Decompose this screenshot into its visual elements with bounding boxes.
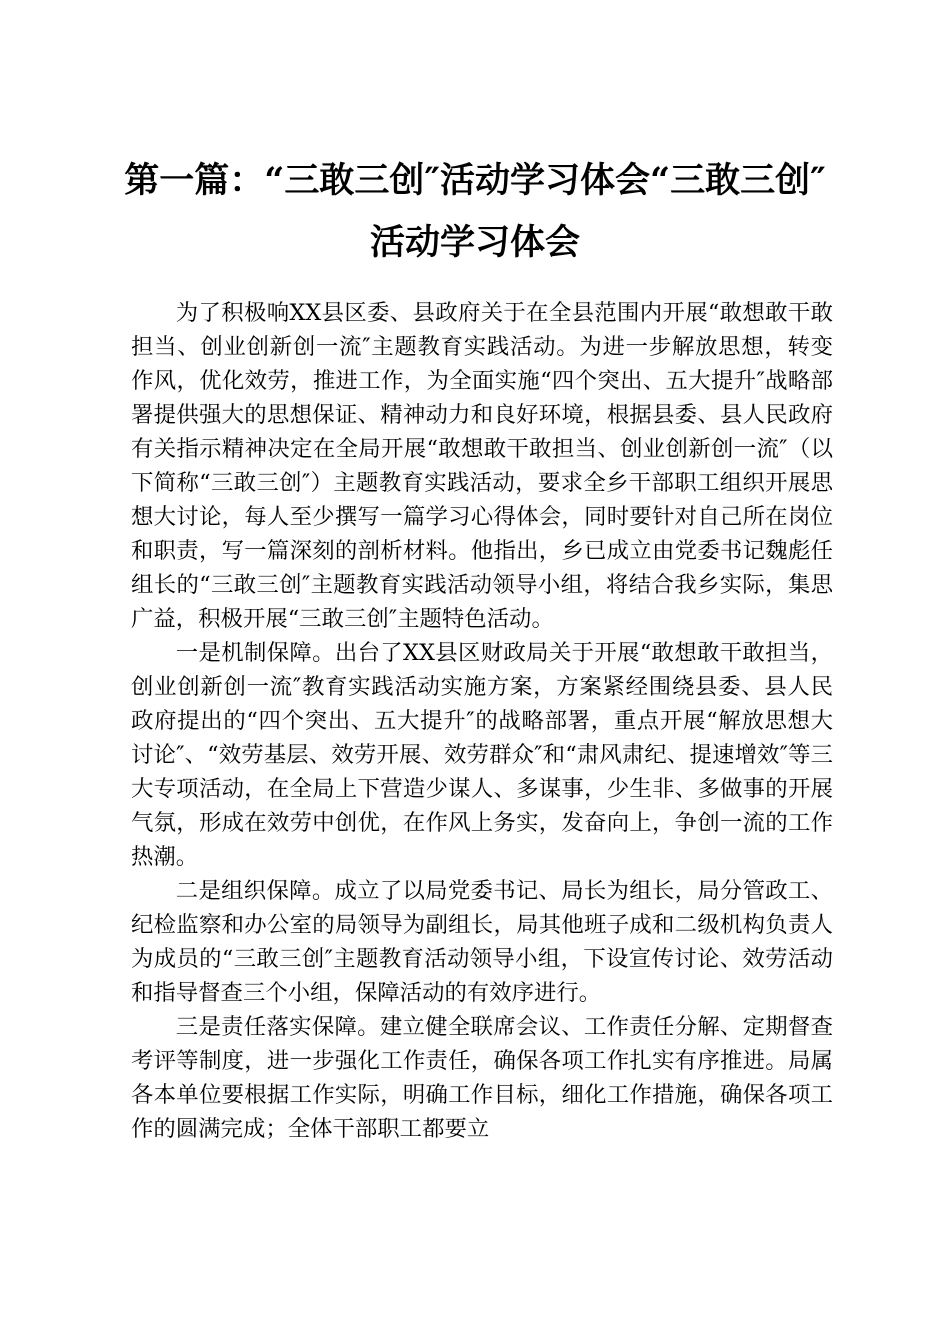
paragraph-organization: 二是组织保障。成立了以局党委书记、局长为组长，局分管政工、纪检监察和办公室的局领导为副组长，局其他班子成和二级机构负责人为成员的“三敢三创″主题教育活动领导小组，下设宣传讨论、效劳活动和指导督查三个小组，保障活动的有效序进行。 <box>131 878 833 1006</box>
document-title: 第一篇：“三敢三创″活动学习体会“三敢三创″活动学习体会 <box>124 160 826 263</box>
document-body <box>131 296 833 1146</box>
paragraph-mechanism: 一是机制保障。出台了XX县区财政局关于开展“敢想敢干敢担当，创业创新创一流″教育实践活动实施方案，方案紧经围绕县委、县人民政府提出的“四个突出、五大提升″的战略部署，重点开展“解放思想大讨论″、“效劳基层、效劳开展、效劳群众″和“肃风肃纪、提速增效″等三大专项活动，在全局上下营造少谋人、多谋事，少生非、多做事的开展气氛，形成在效劳中创优，在作风上务实，发奋向上，争创一流的工作热潮。 <box>131 640 833 870</box>
paragraph-intro: 为了积极响XX县区委、县政府关于在全县范围内开展“敢想敢干敢担当、创业创新创一流″主题教育实践活动。为进一步解放思想，转变作风，优化效劳，推进工作，为全面实施“四个突出、五大提升″战略部署提供强大的思想保证、精神动力和良好环境，根据县委、县人民政府有关指示精神决定在全局开展“敢想敢干敢担当、创业创新创一流″（以下简称“三敢三创″）主题教育实践活动，要求全乡干部职工组织开展思想大讨论，每人至少撰写一篇学习心得体会，同时要针对自己所在岗位和职责，写一篇深刻的剖析材料。他指出，乡已成立由党委书记魏彪任组长的“三敢三创″主题教育实践活动领导小组，将结合我乡实际，集思广益，积极开展“三敢三创″主题特色活动。 <box>131 300 833 632</box>
paragraph-responsibility: 三是责任落实保障。建立健全联席会议、工作责任分解、定期督查考评等制度，进一步强化工作责任，确保各项工作扎实有序推进。局属各本单位要根据工作实际，明确工作目标，细化工作措施，确保各项工作的圆满完成；全体干部职工都要立 <box>131 1014 833 1142</box>
